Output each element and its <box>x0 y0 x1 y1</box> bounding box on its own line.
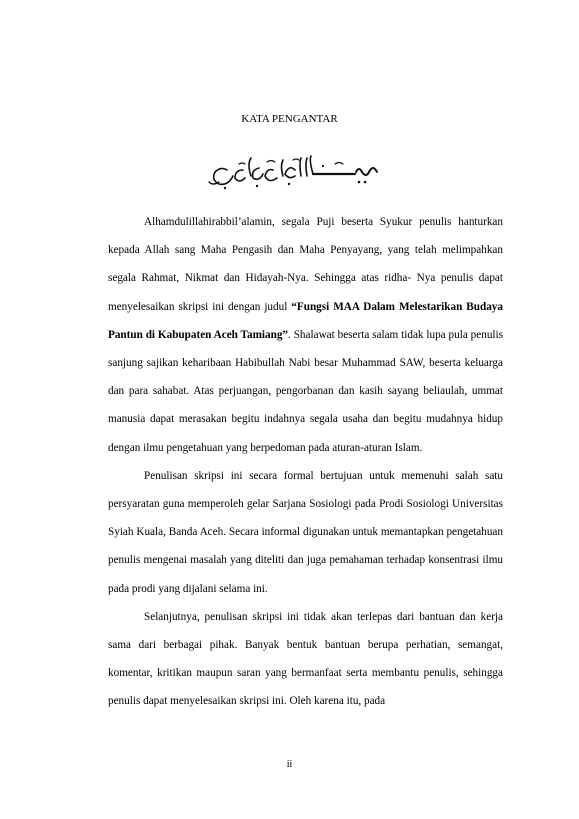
paragraph-1 <box>108 208 503 462</box>
paragraph-1-text: Alhamdulillahirabbil’alamin, segala Puji beserta Syukur penulis hanturkan kepada Allah sang Maha Pengasih dan Maha Penyayang, yang telah melimpahkan segala Rahmat, Nikmat dan Hidayah-Nya. Sehingga atas ridha- Nya penulis dapat menyelesaikan skripsi ini dengan judul <box>108 216 503 313</box>
page-number: ii <box>286 759 293 770</box>
paragraph-1-text-cont: . Shalawat beserta salam tidak lupa pula penulis sanjung sajikan keharibaan Habibullah Nabi besar Muhammad SAW, beserta keluarga dan para sahabat. Atas perjuangan, pengorbanan dan kasih sayang beliaulah, ummat manusia dapat merasakan begitu indahnya segala usaha dan begitu mudahnya hidup dengan ilmu pengetahuan yang berpedoman pada aturan-aturan Islam. <box>108 328 503 454</box>
basmalah-calligraphy <box>205 152 381 194</box>
thesis-title: “Fungsi MAA Dalam Melestarikan Budaya Pantun di Kabupaten Aceh Tamiang” <box>108 300 503 341</box>
page-title: KATA PENGANTAR <box>241 113 338 125</box>
paragraph-3: Selanjutnya, penulisan skripsi ini tidak akan terlepas dari bantuan dan kerja sama dari berbagai pihak. Banyak bentuk bantuan berupa perhatian, semangat, komentar, kritikan maupun saran yang bermanfaat serta membantu penulis, sehingga penulis dapat menyelesaikan skripsi ini. Oleh karena itu, pada <box>108 610 503 708</box>
paragraph-2: Penulisan skripsi ini secara formal bertujuan untuk memenuhi salah satu persyaratan guna memperoleh gelar Sarjana Sosiologi pada Prodi Sosiologi Universitas Syiah Kuala, Banda Aceh. Secara informal digunakan untuk memantapkan pengetahuan penulis mengenai masalah yang diteliti dan juga pemahaman terhadap konsentrasi ilmu pada prodi yang dijalani selama ini. <box>108 469 503 595</box>
body-text <box>108 208 503 716</box>
